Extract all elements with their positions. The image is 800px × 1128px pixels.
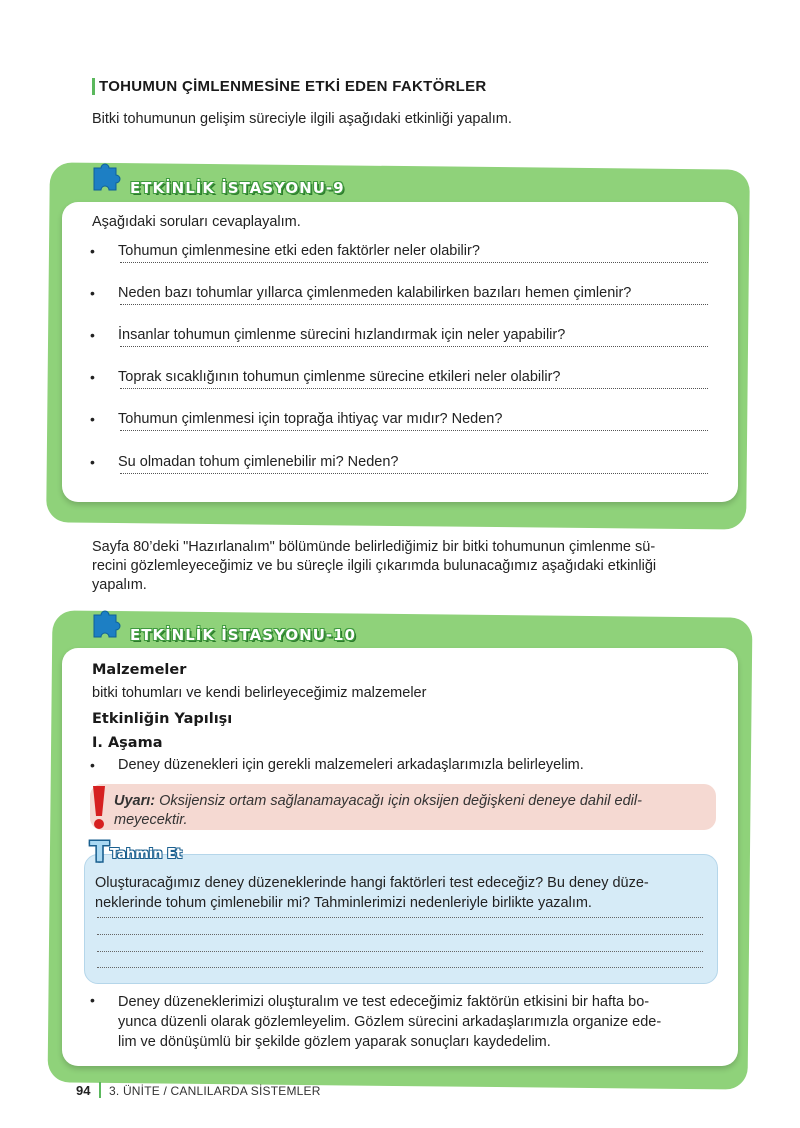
exclamation-icon (88, 784, 110, 830)
answer-line[interactable] (120, 304, 708, 305)
step-text: Deney düzenekleri için gerekli malzemeleri arkadaşlarımızla belirleyelim. (118, 757, 584, 773)
tahmin-t-icon: T (90, 835, 110, 868)
step-item (90, 757, 710, 777)
warning-box (90, 784, 716, 830)
step-item (90, 992, 710, 1052)
answer-line[interactable] (97, 917, 703, 918)
predict-text (95, 873, 707, 913)
stage-heading: I. Aşama (92, 735, 163, 751)
bullet: • (90, 454, 95, 470)
answer-line[interactable] (120, 388, 708, 389)
answer-line[interactable] (97, 967, 703, 968)
predict-label: Tahmin Et (110, 847, 183, 862)
question-text: İnsanlar tohumun çimlenme sürecini hızlandırmak için neler yapabilir? (118, 327, 566, 343)
step-line: lim ve dönüşümlü bir şekilde gözlem yaparak sonuçları kaydedelim. (118, 1034, 551, 1050)
question-text: Neden bazı tohumlar yıllarca çimlenmeden kalabilirken bazıları hemen çimlenir? (118, 285, 632, 301)
paragraph-line: recini gözlemleyeceğimiz ve bu süreçle ilgili çıkarımda bulunacağımız aşağıdaki etkinliği (92, 558, 657, 574)
page-number: 94 (76, 1083, 91, 1098)
section-title (92, 78, 487, 95)
paragraph-line: yapalım. (92, 577, 147, 593)
footer-unit: 3. ÜNİTE / CANLILARDA SİSTEMLER (109, 1084, 321, 1098)
warning-text (114, 792, 706, 830)
materials-text: bitki tohumları ve kendi belirleyeceğimiz malzemeler (92, 685, 427, 701)
warning-line: meyecektir. (114, 812, 188, 828)
procedure-heading: Etkinliğin Yapılışı (92, 711, 233, 727)
question-text: Su olmadan tohum çimlenebilir mi? Neden? (118, 454, 399, 470)
question-text: Tohumun çimlenmesine etki eden faktörler neler olabilir? (118, 243, 480, 259)
station9-instruction: Aşağıdaki soruları cevaplayalım. (92, 214, 301, 230)
answer-line[interactable] (120, 346, 708, 347)
puzzle-piece-icon (88, 158, 124, 194)
bullet: • (90, 327, 95, 343)
materials-heading: Malzemeler (92, 662, 187, 678)
warning-line: Oksijensiz ortam sağlanamayacağı için oksijen değişkeni deneye dahil edil- (159, 793, 642, 809)
bullet: • (90, 285, 95, 301)
answer-line[interactable] (120, 262, 708, 263)
bullet: • (90, 369, 95, 385)
footer-divider (99, 1082, 101, 1098)
predict-line: neklerinde tohum çimlenebilir mi? Tahminlerimizi nedenleriyle birlikte yazalım. (95, 895, 592, 911)
answer-line[interactable] (120, 473, 708, 474)
transition-paragraph (92, 538, 712, 595)
step-line: Deney düzeneklerimizi oluşturalım ve test edeceğimiz faktörün etkisini bir hafta bo- (118, 994, 650, 1010)
section-title-text: TOHUMUN ÇİMLENMESİNE ETKİ EDEN FAKTÖRLER (99, 78, 487, 95)
predict-box (84, 854, 718, 984)
answer-line[interactable] (120, 430, 708, 431)
question-list (90, 243, 710, 493)
predict-line: Oluşturacağımız deney düzeneklerinde hangi faktörleri test edeceğiz? Bu deney düze- (95, 875, 649, 891)
question-text: Tohumun çimlenmesi için toprağa ihtiyaç var mıdır? Neden? (118, 411, 503, 427)
section-intro: Bitki tohumunun gelişim süreciyle ilgili aşağıdaki etkinliği yapalım. (92, 111, 512, 127)
question-text: Toprak sıcaklığının tohumun çimlenme sürecine etkileri neler olabilir? (118, 369, 561, 385)
station9-banner: ETKİNLİK İSTASYONU-9 (130, 179, 345, 197)
answer-line[interactable] (97, 934, 703, 935)
step-line: yunca düzenli olarak gözlemleyelim. Gözlem sürecini arkadaşlarımızla organize ede- (118, 1014, 662, 1030)
bullet: • (90, 243, 95, 259)
step-text (118, 992, 710, 1052)
answer-line[interactable] (97, 951, 703, 952)
station10-banner: ETKİNLİK İSTASYONU-10 (130, 626, 356, 644)
bullet: • (90, 757, 95, 773)
paragraph-line: Sayfa 80’deki "Hazırlanalım" bölümünde belirlediğimiz bir bitki tohumunun çimlenme sü- (92, 539, 656, 555)
bullet: • (90, 411, 95, 427)
title-accent-bar (92, 78, 95, 95)
bullet: • (90, 992, 95, 1008)
puzzle-piece-icon (88, 605, 124, 641)
warning-label: Uyarı: (114, 793, 156, 809)
